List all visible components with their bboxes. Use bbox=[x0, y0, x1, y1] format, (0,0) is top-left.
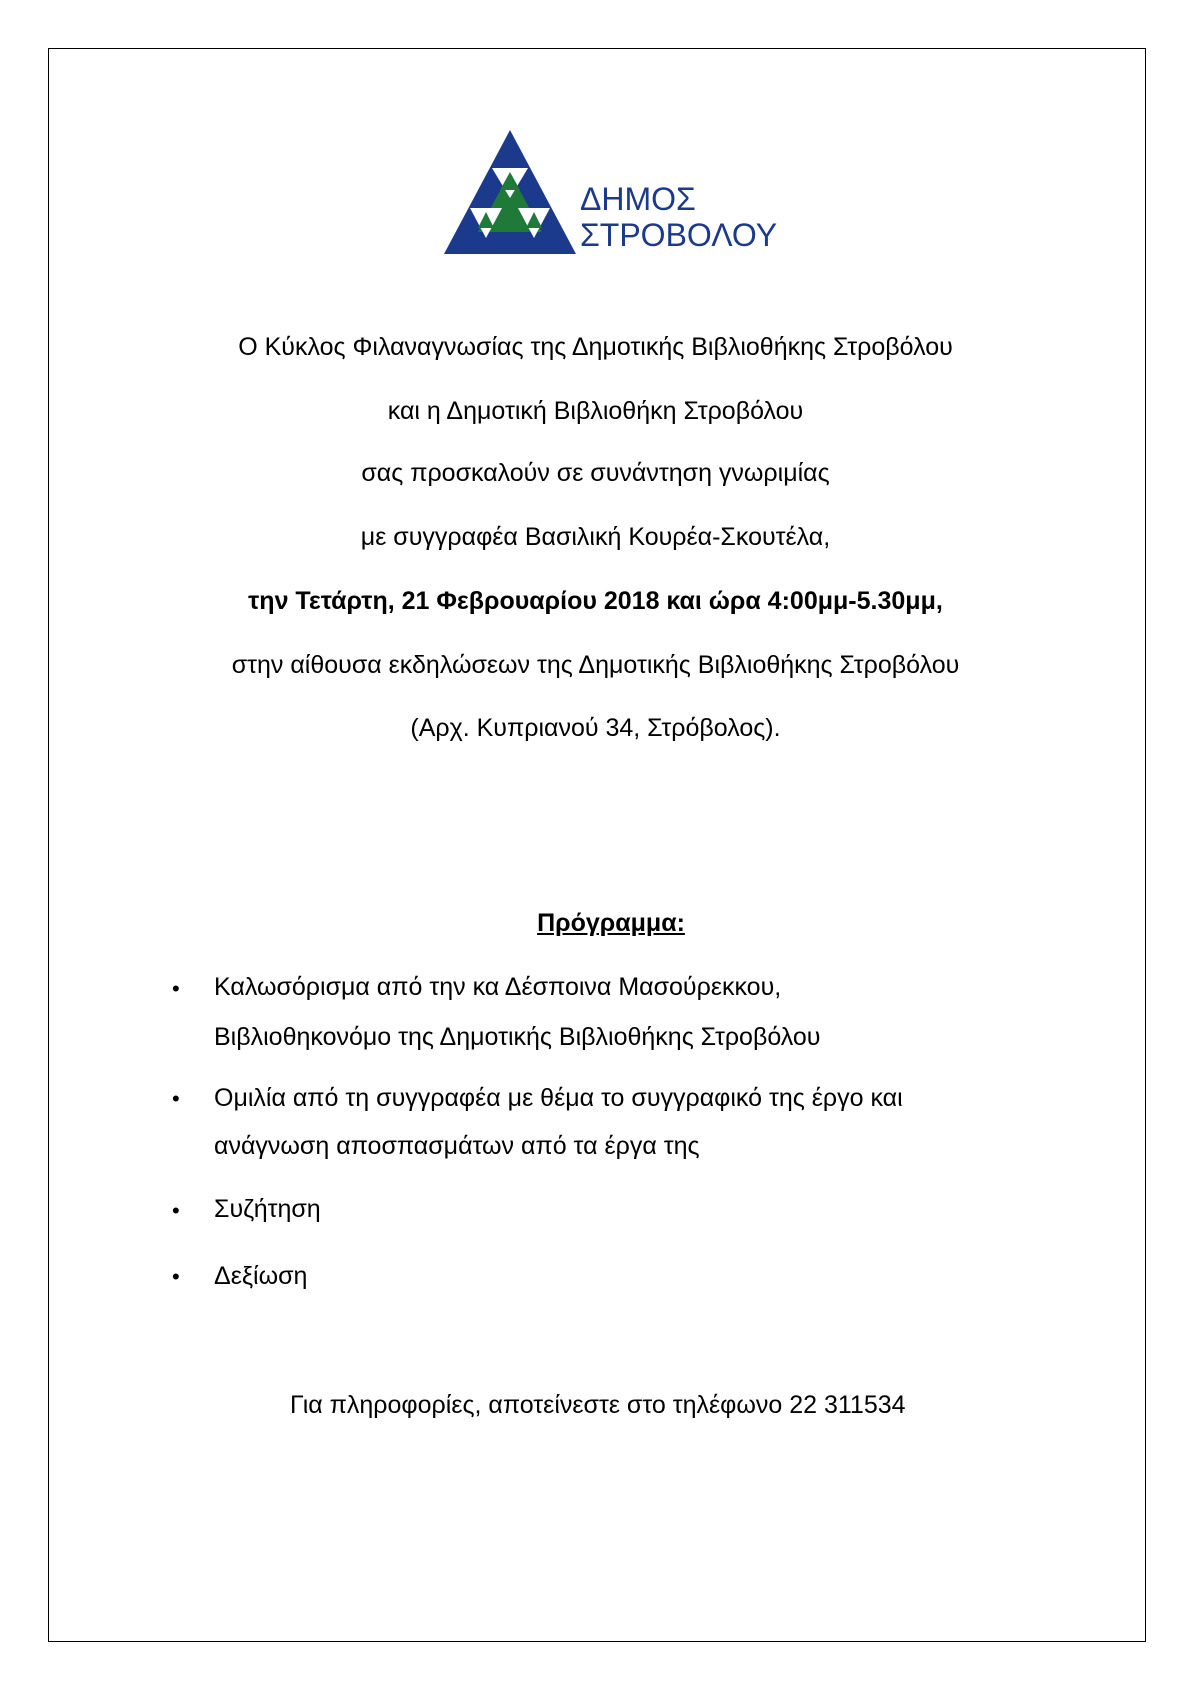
invitation-line-6: στην αίθουσα εκδηλώσεων της Δημοτικής Βιβλιοθήκης Στροβόλου bbox=[231, 651, 960, 679]
bullet-icon: • bbox=[172, 1086, 180, 1111]
invitation-line-3: σας προσκαλούν σε συνάντηση γνωριμίας bbox=[361, 459, 830, 487]
bullet-icon: • bbox=[172, 976, 180, 1001]
venue-address-line: (Αρχ. Κυπριανού 34, Στρόβολος). bbox=[410, 714, 781, 742]
municipality-logo bbox=[442, 128, 782, 256]
contact-info: Για πληροφορίες, αποτείνεστε στο τηλέφωνο 22 311534 bbox=[290, 1391, 906, 1419]
logo-triangle-icon bbox=[442, 128, 782, 256]
logo-line1: ΔΗΜΟΣ bbox=[580, 181, 696, 217]
invitation-line-4: με συγγραφέα Βασιλική Κουρέα-Σκουτέλα, bbox=[360, 523, 831, 551]
program-item-1-line-1: Καλωσόρισμα από την κα Δέσποινα Μασούρεκκου, bbox=[214, 973, 782, 1001]
program-item-4: Δεξίωση bbox=[214, 1262, 308, 1290]
logo-line2: ΣΤΡΟΒΟΛΟΥ bbox=[580, 217, 778, 253]
program-item-3: Συζήτηση bbox=[214, 1195, 321, 1223]
event-date-line: την Τετάρτη, 21 Φεβρουαρίου 2018 και ώρα 4:00μμ-5.30μμ, bbox=[248, 587, 943, 615]
program-item-2-line-1: Ομιλία από τη συγγραφέα με θέμα το συγγραφικό της έργο και bbox=[214, 1084, 903, 1112]
bullet-icon: • bbox=[172, 1264, 180, 1289]
program-item-2-line-2: ανάγνωση αποσπασμάτων από τα έργα της bbox=[214, 1132, 700, 1160]
program-item-1-line-2: Βιβλιοθηκονόμο της Δημοτικής Βιβλιοθήκης Στροβόλου bbox=[214, 1023, 821, 1051]
bullet-icon: • bbox=[172, 1198, 180, 1223]
invitation-line-1: Ο Κύκλος Φιλαναγνωσίας της Δημοτικής Βιβλιοθήκης Στροβόλου bbox=[238, 333, 953, 361]
invitation-line-2: και η Δημοτική Βιβλιοθήκη Στροβόλου bbox=[387, 397, 804, 425]
program-heading: Πρόγραμμα: bbox=[537, 909, 685, 937]
